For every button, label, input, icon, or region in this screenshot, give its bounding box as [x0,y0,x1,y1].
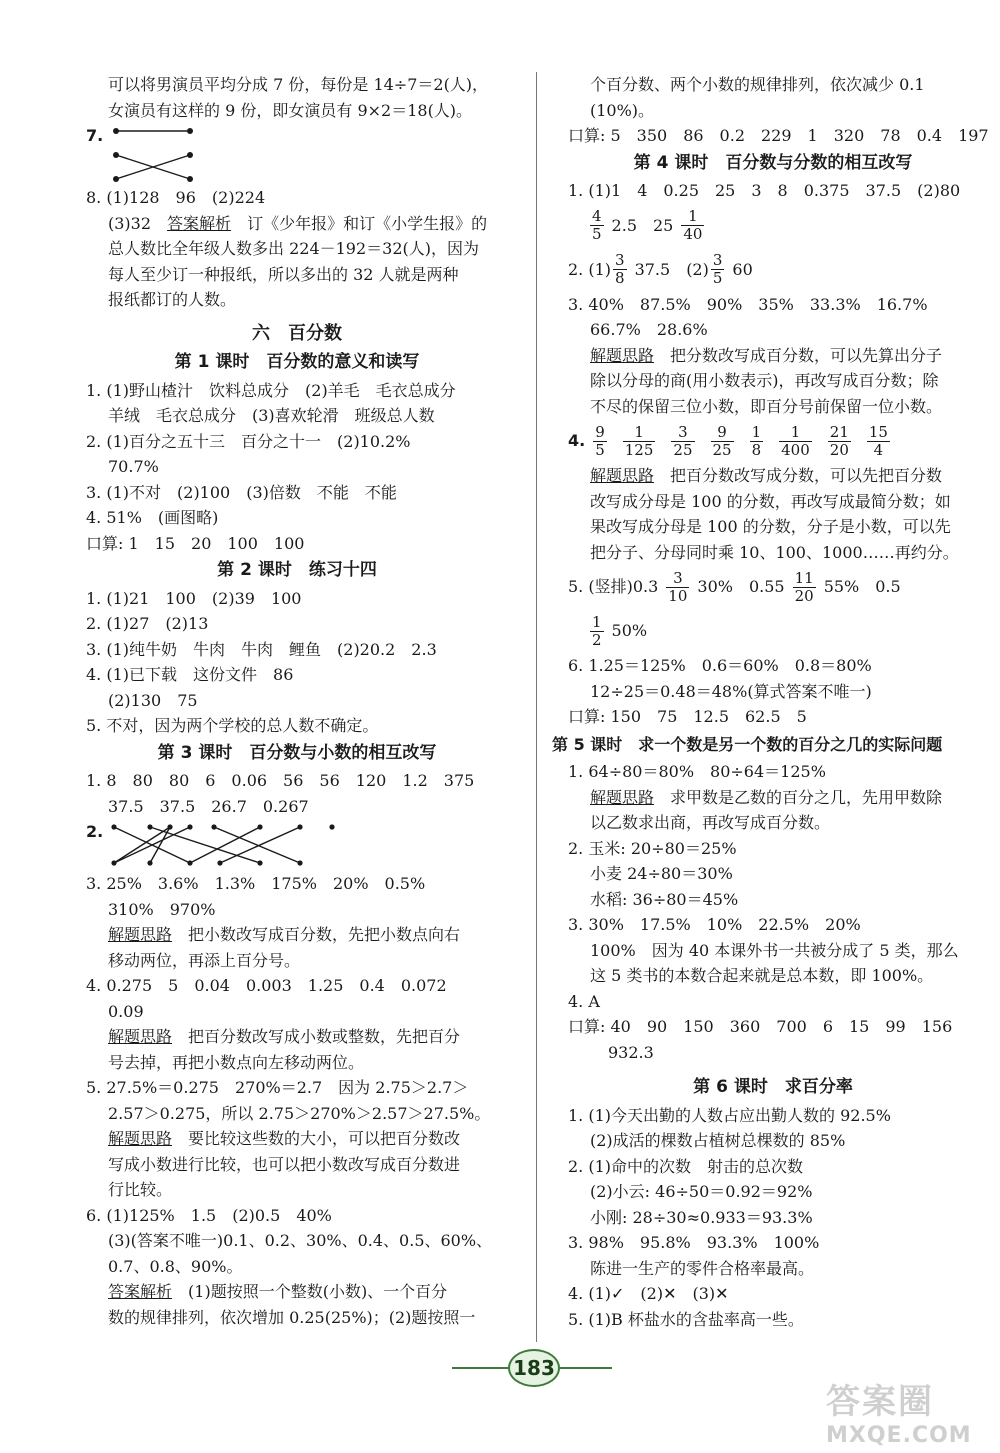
answer-line: (2)成活的棵数占植树总棵数的 85% [590,1131,846,1150]
answer-line: 12÷25＝0.48＝48%(算式答案不唯一) [590,681,872,701]
answer-line: 小刚: 28÷30≈0.933＝93.3% [590,1207,813,1227]
answer-line: 3. (1)不对 (2)100 (3)倍数 不能 不能 [86,482,397,502]
fraction: $\frac{9}{25}$ [712,422,732,459]
answer-line: (3)(答案不唯一)0.1、0.2、30%、0.4、0.5、60%、 [108,1231,493,1250]
answer-line: 66.7% 28.6% [590,320,708,339]
answer-text: 把百分数改写成分数，可以先把百分数 [670,466,943,485]
answer-line: 小麦 24÷80＝30% [590,864,733,883]
mental-math-line: 口算: 5 350 86 0.2 229 1 320 78 0.4 197 [568,126,989,145]
answer-line: 2. (1)百分之五十三 百分之十一 (2)10.2% [86,431,411,451]
explanation-tag: 解题思路 [108,1027,173,1046]
answer-text: 30% 0.55 [697,577,785,597]
fraction-line [568,204,978,248]
text-line: 把分子、分母同时乘 10、100、1000……再约分。 [590,542,959,562]
dot [187,176,193,182]
answer-text: 把百分数改写成小数或整数，先把百分 [188,1027,461,1046]
answer-text: (1)题按照一个整数(小数)、一个百分 [188,1282,448,1301]
answer-line: 6. 1.25＝125% 0.6＝60% 0.8＝80% [568,656,872,675]
answer-line: 70.7% [108,457,159,476]
watermark-text: MXQE.COM [826,1423,972,1448]
answer-text: 把小数改写成百分数，先把小数点向右 [188,925,461,944]
lesson-title: 第 4 课时 百分数与分数的相互改写 [633,152,913,173]
answer-line: 3. 25% 3.6% 1.3% 175% 20% 0.5% [86,874,426,893]
answer-text: (3)32 [108,213,152,233]
answer-line: 4. 0.275 5 0.04 0.003 1.25 0.4 0.072 [86,976,447,995]
answer-text: 60 [732,259,753,279]
lesson-title: 第 1 课时 百分数的意义和读写 [174,352,420,372]
answer-text: 55% 0.5 [823,577,901,597]
text-line: 行比较。 [108,1180,173,1199]
lesson-title: 第 5 课时 求一个数是另一个数的百分之几的实际问题 [552,734,943,754]
answer-line: 1. (1)野山楂汁 饮料总成分 (2)羊毛 毛衣总成分 [86,380,456,400]
answer-line: 1. (1)1 4 0.25 25 3 8 0.375 37.5 (2)80 [568,181,961,200]
fraction: $\frac{1}{40}$ [683,207,703,243]
answer-line: 羊绒 毛衣总成分 (3)喜欢轮滑 班级总人数 [108,406,435,425]
answer-line [86,1024,508,1050]
dot [113,152,119,158]
explanation-tag: 解题思路 [590,787,655,807]
question-2-diagram [86,819,508,871]
fraction: $\frac{3}{10}$ [668,568,688,605]
fraction-line [568,248,978,292]
answer-line [568,343,978,369]
fraction: $\frac{1}{400}$ [781,422,810,459]
left-column [86,72,508,1330]
fraction: $\frac{1}{125}$ [624,422,654,459]
answer-line: 1. 64÷80＝80% 80÷64＝125% [568,762,826,781]
footer-rule [560,1367,612,1369]
fraction-line [568,565,978,609]
answer-text: 2.5 25 [611,215,674,235]
answer-line: 2.57＞0.275，所以 2.75＞270%＞2.57＞27.5%。 [108,1103,491,1123]
text-line: 个百分数、两个小数的规律排列，依次减少 0.1 [590,75,925,94]
answer-line: 5. 27.5%＝0.275 270%＝2.7 因为 2.75＞2.7＞ [86,1078,469,1097]
text-line: 每人至少订一种报纸，所以多出的 32 人就是两种 [108,264,459,284]
text-line: (10%)。 [590,100,655,120]
answer-line: 2. 玉米: 20÷80＝25% [568,838,737,858]
question-number: 7. [86,126,104,145]
explanation-tag: 解题思路 [108,1129,173,1148]
fraction: $\frac{21}{20}$ [829,422,849,459]
answer-line: 0.09 [108,1001,144,1021]
right-column [552,72,989,1332]
answer-line: 水稻: 36÷80＝45% [590,889,739,909]
text-line: 可以将男演员平均分成 7 份，每份是 14÷7＝2(人)， [108,75,489,94]
explanation-tag: 答案解析 [108,1282,173,1301]
text-line: 以乙数求出商，再改写成百分数。 [590,813,831,832]
answer-line: 陈进一生产的零件合格率最高。 [590,1258,815,1278]
fraction: $\frac{15}{4}$ [868,422,888,459]
column-divider [536,72,537,1342]
text-line: 数的规律排列，依次增加 0.25(25%)；(2)题按照一 [108,1307,476,1327]
fraction: $\frac{4}{5}$ [592,207,602,243]
answer-line: 0.7、0.8、90%。 [108,1256,243,1276]
fraction: $\frac{1}{2}$ [592,612,602,649]
answer-line: (2)小云: 46÷50＝0.92＝92% [590,1182,813,1201]
answer-text: 2. (1) [568,259,612,279]
answer-line [86,211,508,237]
answer-line [86,1126,508,1152]
dot [113,128,119,134]
unit-title: 六 百分数 [252,322,342,344]
mental-math-line: 口算: 40 90 150 360 700 6 15 99 156 [568,1017,953,1036]
answer-line: 5. (1)B 杯盐水的含盐率高一些。 [568,1309,804,1329]
text-line: 号去掉，再把小数点向左移动两位。 [108,1052,365,1072]
explanation-tag: 解题思路 [590,466,655,485]
answer-line: 37.5 37.5 26.7 0.267 [108,796,309,816]
zigzag-matching-diagram [110,823,340,869]
fraction: $\frac{3}{8}$ [615,251,625,287]
footer-rule [452,1367,508,1369]
answer-line: 310% 970% [108,899,216,919]
text-line: 不尽的保留三位小数，即百分号前保留一位小数。 [590,396,943,416]
answer-line: 100% 因为 40 本课外书一共被分成了 5 类，那么 [590,940,959,960]
matching-lines-diagram [112,127,218,185]
watermark-text: 答案圈 [826,1382,934,1422]
answer-line: 4. (1)已下载 这份文件 86 [86,665,294,684]
text-line: 总人数比全年级人数多出 224－192＝32(人)，因为 [108,239,480,258]
answer-line: 4. A [568,991,600,1011]
page-number: 183 [508,1349,560,1387]
answer-text: 订《少年报》和订《小学生报》的 [247,213,488,233]
answer-text: 50% [611,621,648,641]
text-line: 改写成分母是 100 的分数，再改写成最简分数；如 [590,491,951,511]
answer-line: 2. (1)27 (2)13 [86,614,209,633]
answer-line: 3. (1)纯牛奶 牛肉 牛肉 鲤鱼 (2)20.2 2.3 [86,639,437,659]
answer-line: 4. (1)✓ (2)✕ (3)✕ [568,1284,729,1303]
explanation-tag: 解题思路 [108,925,173,944]
lesson-title: 第 2 课时 练习十四 [217,560,377,580]
fraction: $\frac{3}{25}$ [673,422,693,459]
fraction-line [568,609,978,653]
explanation-tag: 答案解析 [167,213,232,233]
answer-line: 1. (1)今天出勤的人数占应出勤人数的 92.5% [568,1105,891,1125]
mental-math-line: 932.3 [608,1042,654,1062]
watermark-logo [826,1374,992,1448]
text-line: 写成小数进行比较，也可以把小数改写成百分数进 [108,1154,461,1174]
answer-text: 求甲数是乙数的百分之几，先用甲数除 [670,787,943,807]
question-number: 2. [86,822,104,841]
answer-text: 要比较这些数的大小，可以把百分数改 [188,1129,461,1148]
lesson-title: 第 6 课时 求百分率 [693,1077,853,1097]
answer-line [568,785,978,811]
fraction: $\frac{9}{5}$ [595,422,605,459]
answer-line: 5. 不对，因为两个学校的总人数不确定。 [86,716,379,735]
mental-math-line: 口算: 1 15 20 100 100 [86,533,305,553]
question-number: 4. [568,431,586,451]
mental-math-line: 口算: 150 75 12.5 62.5 5 [568,707,807,726]
fraction: $\frac{11}{20}$ [794,568,814,605]
fraction-line [568,419,978,463]
answer-line: (2)130 75 [108,690,198,710]
answer-line: 8. (1)128 96 (2)224 [86,188,266,207]
answer-line: 4. 51% (画图略) [86,508,219,527]
answer-text: 37.5 (2) [634,259,709,279]
answer-line [86,922,508,948]
answer-line [86,1279,508,1305]
fraction: $\frac{3}{5}$ [712,251,723,287]
text-line: 移动两位，再添上百分号。 [108,950,301,970]
explanation-tag: 解题思路 [590,345,655,365]
answer-line: 6. (1)125% 1.5 (2)0.5 40% [86,1205,332,1225]
answer-line: 2. (1)命中的次数 射击的总次数 [568,1156,804,1176]
text-line: 女演员有这样的 9 份，即女演员有 9×2＝18(人)。 [108,100,473,120]
answer-line [568,463,978,489]
fraction: $\frac{1}{8}$ [751,422,762,459]
answer-line: 3. 98% 95.8% 93.3% 100% [568,1233,820,1252]
dot [187,152,193,158]
answer-line: 这 5 类书的本数合起来就是总本数，即 100%。 [590,966,934,985]
answer-line: 1. (1)21 100 (2)39 100 [86,588,302,608]
lesson-title: 第 3 课时 百分数与小数的相互改写 [157,742,437,763]
answer-line: 1. 8 80 80 6 0.06 56 56 120 1.2 375 [86,771,475,790]
answer-text: 把分数改写成百分数，可以先算出分子 [670,345,943,365]
text-line: 报纸都订的人数。 [108,290,237,309]
answer-line: 3. 30% 17.5% 10% 22.5% 20% [568,915,861,934]
text-line: 果改写成分母是 100 的分数，分子是小数，可以先 [590,517,951,536]
dot [187,128,193,134]
answer-text: 5. (竖排)0.3 [568,577,659,597]
question-7 [86,123,508,185]
answer-line: 3. 40% 87.5% 90% 35% 33.3% 16.7% [568,294,928,314]
dot [113,176,119,182]
text-line: 除以分母的商(用小数表示)，再改写成百分数；除 [590,371,939,390]
